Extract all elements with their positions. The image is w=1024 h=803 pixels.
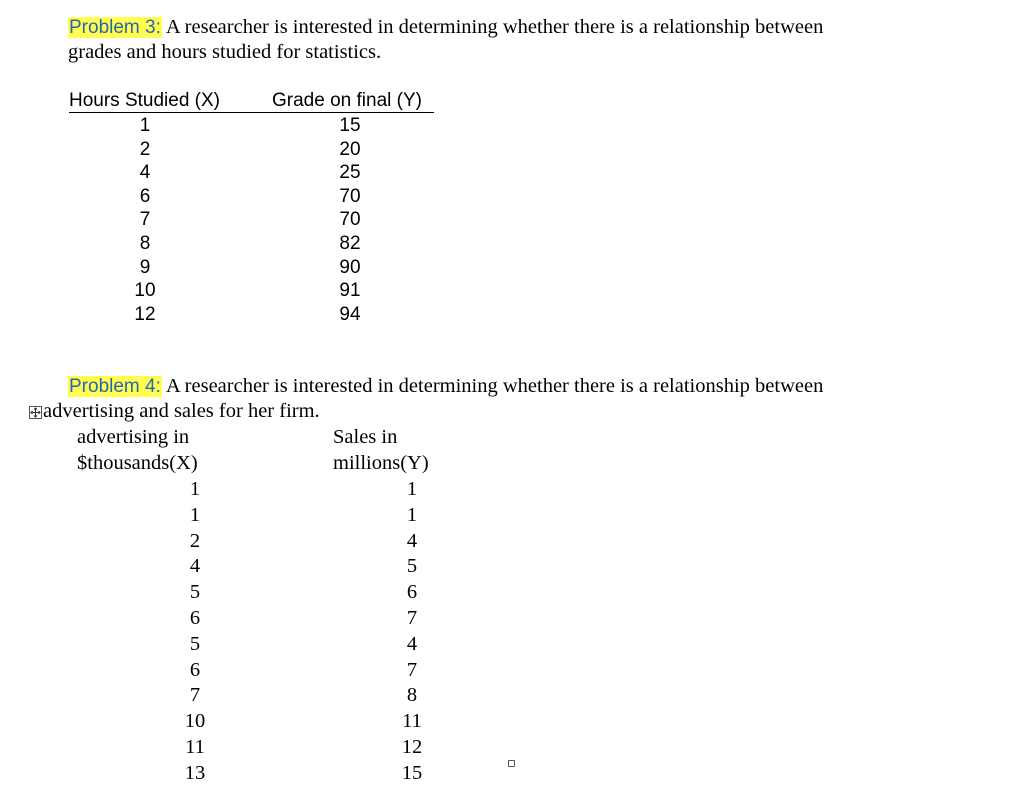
problem4-y-cell: 15 xyxy=(401,761,423,784)
problem4-x-cell: 4 xyxy=(189,555,201,578)
problem3-y-cell: 90 xyxy=(339,256,361,278)
problem4-x-cell: 5 xyxy=(189,581,201,604)
problem4-y-cell: 5 xyxy=(406,555,418,578)
problem3-x-cell: 2 xyxy=(139,138,151,160)
move-arrows-icon xyxy=(30,407,41,418)
problem4-y-cell: 1 xyxy=(406,503,418,526)
problem3-col-y-header: Grade on final (Y) xyxy=(272,90,422,111)
problem3-table xyxy=(0,0,1024,330)
table-move-handle[interactable] xyxy=(29,406,42,419)
problem3-col-y-values xyxy=(325,114,375,326)
problem3-label: Problem 3: xyxy=(69,17,161,38)
problem3-x-cell: 4 xyxy=(139,162,151,184)
problem4-x-cell: 6 xyxy=(189,606,201,629)
problem4-paragraph xyxy=(68,374,823,399)
problem4-y-cell: 4 xyxy=(406,529,418,552)
problem3-text-line1: A researcher is interested in determining whether there is a relationship between xyxy=(165,16,824,38)
problem3-y-cell: 91 xyxy=(339,280,361,302)
problem4-col-y-header-line2: millions(Y) xyxy=(333,452,429,474)
problem4-y-cell: 6 xyxy=(406,581,418,604)
problem4-x-cell: 5 xyxy=(189,632,201,655)
problem4-y-cell: 8 xyxy=(406,684,418,707)
table-resize-handle[interactable] xyxy=(508,760,515,767)
problem4-x-cell: 10 xyxy=(184,710,206,733)
problem3-col-x-values xyxy=(120,114,170,326)
problem3-header-underline xyxy=(69,112,434,113)
problem3-x-cell: 10 xyxy=(134,280,156,302)
problem4-x-cell: 2 xyxy=(189,529,201,552)
problem4-y-cell: 4 xyxy=(406,632,418,655)
problem3-text-line2: grades and hours studied for statistics. xyxy=(68,41,382,63)
problem4-label: Problem 4: xyxy=(69,376,161,397)
problem3-x-cell: 12 xyxy=(134,303,156,325)
problem3-x-cell: 8 xyxy=(139,232,151,254)
problem3-x-cell: 7 xyxy=(139,209,151,231)
problem4-y-cell: 1 xyxy=(406,478,418,500)
problem4-x-cell: 1 xyxy=(189,478,201,500)
problem4-col-x-header-line1: advertising in xyxy=(77,426,190,448)
problem4-y-cell: 11 xyxy=(402,710,422,733)
problem4-col-x-values xyxy=(170,477,220,787)
problem3-y-cell: 20 xyxy=(339,138,361,160)
problem3-col-x-header: Hours Studied (X) xyxy=(69,90,221,111)
problem4-col-y-values xyxy=(387,477,437,787)
problem4-x-cell: 13 xyxy=(184,761,206,784)
problem3-x-cell: 9 xyxy=(139,256,151,278)
problem3-x-cell: 1 xyxy=(139,115,151,136)
problem4-col-y-header-line1: Sales in xyxy=(333,426,398,448)
problem3-y-cell: 82 xyxy=(339,232,361,254)
problem4-y-cell: 12 xyxy=(401,735,423,758)
problem4-text-line1: A researcher is interested in determining whether there is a relationship between xyxy=(165,375,824,397)
problem3-x-cell: 6 xyxy=(139,185,151,207)
problem4-col-x-header-line2: $thousands(X) xyxy=(77,452,198,474)
problem3-y-cell: 70 xyxy=(339,185,361,207)
problem4-x-cell: 1 xyxy=(189,503,201,526)
problem3-y-cell: 94 xyxy=(339,303,361,325)
problem4-x-cell: 7 xyxy=(189,684,201,707)
problem4-y-cell: 7 xyxy=(406,658,418,681)
problem4-y-cell: 7 xyxy=(406,606,418,629)
problem4-x-cell: 11 xyxy=(185,735,205,758)
problem4-text-line2: advertising and sales for her firm. xyxy=(43,400,320,422)
problem4-x-cell: 6 xyxy=(189,658,201,681)
problem3-y-cell: 15 xyxy=(339,115,361,136)
problem3-y-cell: 25 xyxy=(339,162,361,184)
problem3-y-cell: 70 xyxy=(339,209,361,231)
